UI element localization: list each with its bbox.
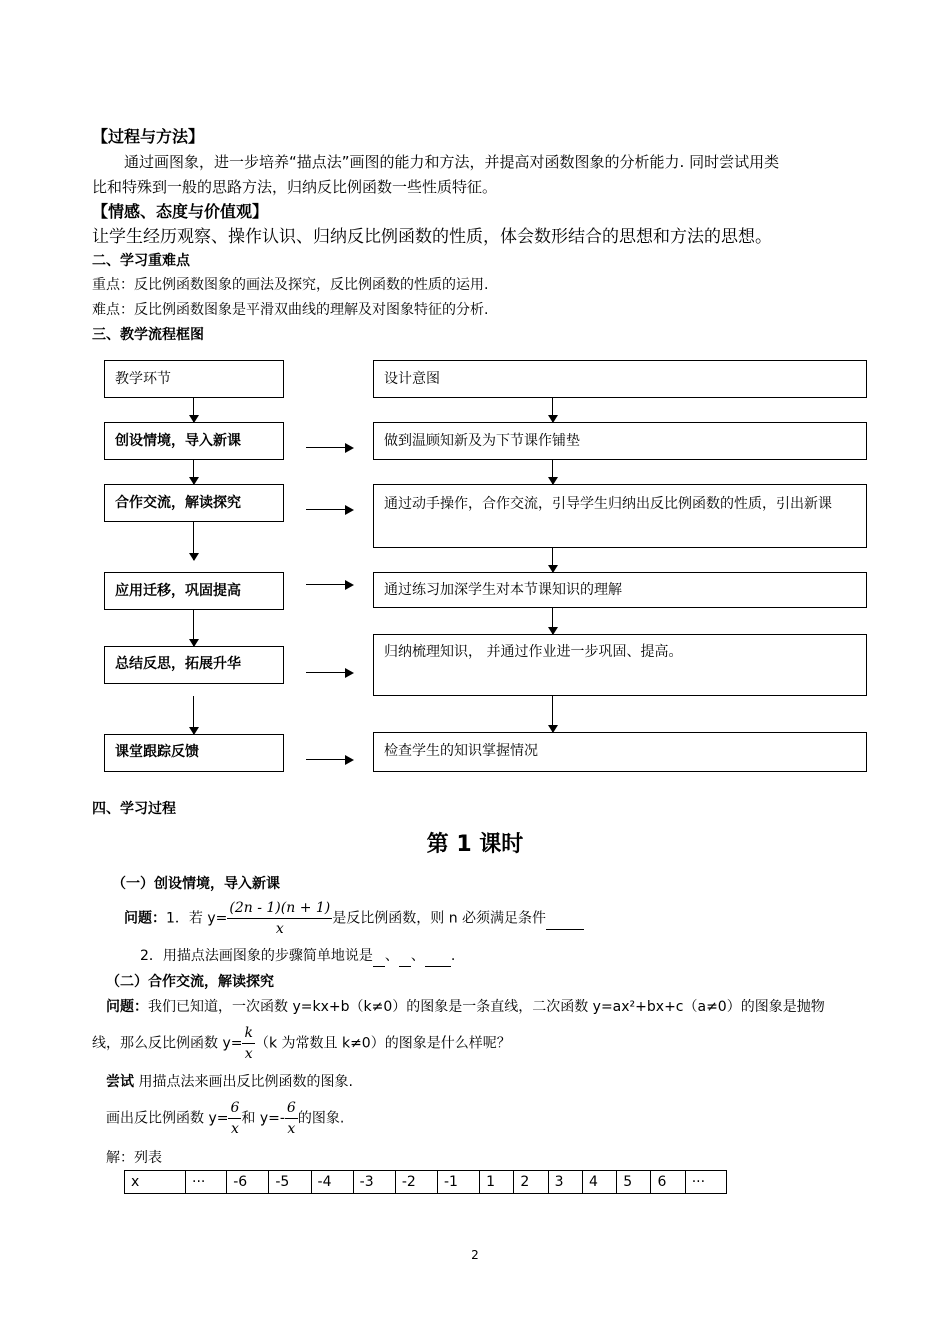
table-cell: -4 [311, 1171, 353, 1194]
table-cell: -3 [353, 1171, 395, 1194]
flow-stage-box: 应用迁移，巩固提高 [104, 572, 284, 610]
question1-suffix: 是反比例函数，则 n 必须满足条件 [332, 910, 547, 927]
down-arrow [193, 460, 194, 484]
flow-intent-box: 通过动手操作，合作交流，引导学生归纳出反比例函数的性质，引出新课 [373, 484, 867, 548]
process-paragraph-line2: 比和特殊到一般的思路方法，归纳反比例函数一些性质特征。 [92, 178, 498, 196]
flow-left-header-box: 教学环节 [104, 360, 284, 398]
part2-question-line2 [92, 1023, 511, 1064]
table-cell: -2 [395, 1171, 437, 1194]
part1-heading: （一）创设情境，导入新课 [112, 876, 280, 892]
table-cell: ··· [685, 1171, 726, 1194]
question1-prefix: 1．若 y= [166, 910, 228, 927]
period: . [450, 948, 456, 964]
down-arrow [552, 398, 553, 422]
fraction-denominator: x [230, 1121, 239, 1137]
part2-heading: （二）合作交流，解读探究 [106, 974, 274, 990]
fraction-numerator: (2n - 1)(n + 1) [227, 898, 332, 919]
part2-question-line1 [106, 997, 825, 1017]
table-cell: -1 [437, 1171, 479, 1194]
lesson-title: 第 1 课时 [426, 832, 524, 857]
down-arrow [193, 696, 194, 734]
down-arrow [552, 460, 553, 484]
flow-heading: 三、教学流程框图 [92, 327, 204, 343]
down-arrow [552, 608, 553, 634]
flow-intent-box: 通过练习加深学生对本节课知识的理解 [373, 572, 867, 608]
key-point: 重点：反比例函数图象的画法及探究，反比例函数的性质的运用. [92, 277, 489, 293]
part2-question-text: 我们已知道，一次函数 y=kx+b（k≠0）的图象是一条直线，二次函数 y=ax²+bx+c（a≠0）的图象是抛物 [148, 999, 825, 1015]
answer-blank [399, 946, 411, 967]
fraction-denominator: x [275, 921, 284, 937]
value-table [124, 1170, 727, 1194]
table-header-cell: x [125, 1171, 186, 1194]
question-label: 问题： [106, 999, 148, 1015]
neg-six-over-x-fraction [285, 1098, 298, 1139]
down-arrow [193, 398, 194, 422]
k-over-x-fraction [242, 1023, 254, 1064]
table-cell: ··· [186, 1171, 227, 1194]
down-arrow [193, 610, 194, 646]
fraction-denominator: x [287, 1121, 296, 1137]
down-arrow [193, 522, 194, 560]
try-label: 尝试 [106, 1074, 134, 1090]
flow-intent-box: 归纳梳理知识， 并通过作业进一步巩固、提高。 [373, 634, 867, 696]
right-arrow [306, 759, 352, 760]
draw-prefix: 画出反比例函数 y= [106, 1110, 229, 1127]
six-over-x-fraction [228, 1098, 241, 1139]
key-points-heading: 二、学习重难点 [92, 253, 190, 269]
right-arrow [306, 584, 352, 585]
flow-intent-box: 做到温顾知新及为下节课作铺垫 [373, 422, 867, 460]
answer-blank [546, 909, 584, 930]
question2-text: 2．用描点法画图象的步骤简单地说是 [140, 948, 373, 964]
question1-fraction [227, 898, 332, 939]
right-arrow [306, 447, 352, 448]
table-cell: 5 [617, 1171, 651, 1194]
table-cell: 6 [651, 1171, 685, 1194]
down-arrow [552, 696, 553, 732]
table-cell: -6 [227, 1171, 269, 1194]
question2-line [140, 946, 455, 967]
right-arrow [306, 672, 352, 673]
table-cell: 4 [582, 1171, 616, 1194]
table-cell: 1 [480, 1171, 514, 1194]
draw-suffix: 的图象. [297, 1110, 345, 1127]
down-arrow [552, 548, 553, 572]
process-paragraph-line1: 通过画图象，进一步培养“描点法”画图的能力和方法，并提高对函数图象的分析能力. 同时尝试用类 [124, 153, 780, 171]
separator: 、 [384, 948, 399, 964]
table-cell: 3 [548, 1171, 582, 1194]
flow-stage-box: 课堂跟踪反馈 [104, 734, 284, 772]
question-line2-suffix: （k 为常数且 k≠0）的图象是什么样呢？ [254, 1035, 511, 1052]
fraction-numerator: k [242, 1023, 254, 1044]
table-cell: 2 [514, 1171, 548, 1194]
flow-intent-box: 检查学生的知识掌握情况 [373, 732, 867, 772]
question-label: 问题： [124, 910, 166, 927]
process-heading: 【过程与方法】 [92, 127, 205, 146]
draw-instruction [106, 1098, 344, 1139]
separator: 、 [410, 948, 425, 964]
fraction-numerator: 6 [285, 1098, 298, 1119]
try-line [106, 1072, 353, 1092]
question-line2-prefix: 线，那么反比例函数 y= [92, 1035, 243, 1052]
table-cell: -5 [269, 1171, 311, 1194]
fraction-denominator: x [244, 1046, 253, 1062]
question1-line [124, 898, 584, 939]
emotion-paragraph: 让学生经历观察、操作认识、归纳反比例函数的性质，体会数形结合的思想和方法的思想。 [92, 227, 772, 247]
try-text: 用描点法来画出反比例函数的图象. [138, 1074, 353, 1090]
draw-mid: 和 y=- [241, 1110, 285, 1127]
flow-stage-box: 合作交流，解读探究 [104, 484, 284, 522]
flow-stage-box: 创设情境，导入新课 [104, 422, 284, 460]
flow-right-header-box: 设计意图 [373, 360, 867, 398]
solution-label: 解：列表 [106, 1150, 162, 1166]
emotion-heading: 【情感、态度与价值观】 [92, 202, 269, 221]
page-number: 2 [471, 1248, 479, 1262]
table-row [125, 1171, 727, 1194]
answer-blank [425, 946, 451, 967]
flow-stage-box: 总结反思，拓展升华 [104, 646, 284, 684]
process-section-heading: 四、学习过程 [92, 801, 176, 817]
difficult-point: 难点：反比例函数图象是平滑双曲线的理解及对图象特征的分析. [92, 302, 489, 318]
answer-blank [373, 946, 385, 967]
fraction-numerator: 6 [228, 1098, 241, 1119]
right-arrow [306, 509, 352, 510]
